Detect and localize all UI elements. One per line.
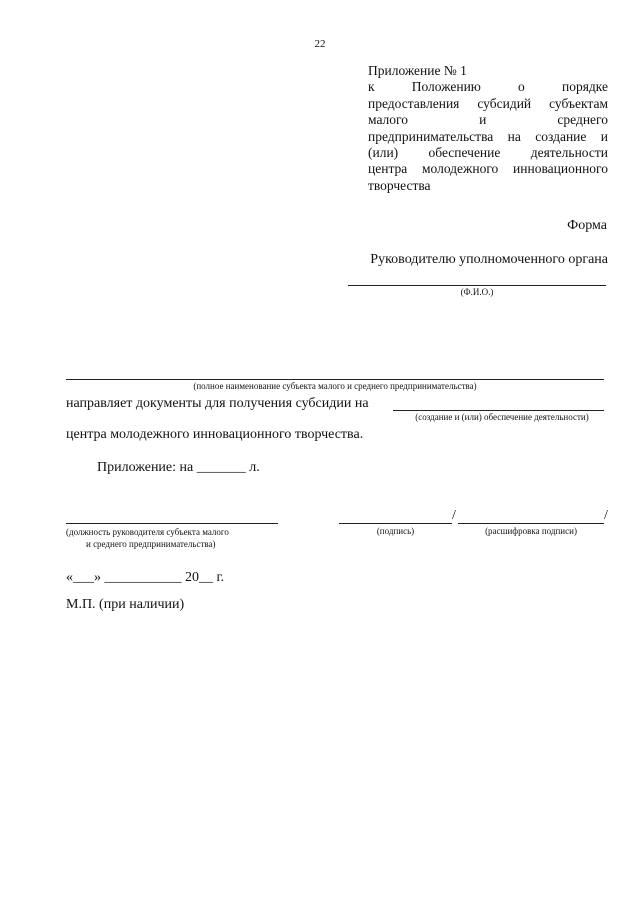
center-text: центра молодежного инновационного творчества. xyxy=(66,427,364,442)
appendix-line: центра молодежного инновационного xyxy=(368,161,608,177)
fio-line[interactable] xyxy=(348,285,606,286)
sends-documents-text: направляет документы для получения субсидии на xyxy=(66,396,369,411)
signature-slash-2: / xyxy=(604,508,608,523)
appendix-header xyxy=(368,63,608,194)
date-year-suffix: г. xyxy=(216,570,225,585)
appendix-line: творчества xyxy=(368,177,431,193)
appendix-line: к Положению о порядке xyxy=(368,79,608,95)
applicant-name-caption: (полное наименование субъекта малого и среднего предпринимательства) xyxy=(193,381,477,391)
attachment-line xyxy=(97,460,260,476)
addressee-title: Руководителю уполномоченного органа xyxy=(370,252,608,267)
date-year-prefix: 20 xyxy=(185,570,199,585)
appendix-line: предпринимательства на создание и xyxy=(368,128,608,144)
appendix-line: (или) обеспечение деятельности xyxy=(368,144,608,160)
fio-caption: (Ф.И.О.) xyxy=(460,287,494,297)
attachment-pages-blank[interactable]: _______ xyxy=(196,460,246,475)
purpose-line[interactable] xyxy=(393,410,604,411)
attachment-prefix: Приложение: на xyxy=(97,460,194,475)
signature-caption: (подпись) xyxy=(376,526,415,536)
appendix-title: Приложение № 1 xyxy=(368,63,467,78)
position-caption-line-1: (должность руководителя субъекта малого xyxy=(66,527,229,537)
purpose-caption: (создание и (или) обеспечение деятельности) xyxy=(415,412,589,422)
position-caption-line-2: и среднего предпринимательства) xyxy=(86,539,216,549)
position-caption xyxy=(66,526,278,550)
appendix-description xyxy=(368,79,608,194)
date-line xyxy=(66,570,224,586)
page-number: 22 xyxy=(314,38,326,50)
applicant-name-line[interactable] xyxy=(66,379,604,380)
signature-slash-1: / xyxy=(452,508,456,523)
signature-line[interactable] xyxy=(339,523,452,524)
seal-text: М.П. (при наличии) xyxy=(66,597,185,612)
signature-decode-caption: (расшифровка подписи) xyxy=(485,526,577,536)
date-day-blank[interactable]: ___ xyxy=(73,570,94,585)
attachment-suffix: л. xyxy=(249,460,260,475)
appendix-line: малого и среднего xyxy=(368,112,608,128)
date-year-blank[interactable]: __ xyxy=(199,570,213,585)
signature-decode-line[interactable] xyxy=(458,523,604,524)
date-close-quote: » xyxy=(94,570,101,585)
date-month-blank[interactable]: ___________ xyxy=(104,570,182,585)
form-label: Форма xyxy=(567,218,607,233)
date-open-quote: « xyxy=(66,570,73,585)
position-line[interactable] xyxy=(66,523,278,524)
appendix-line: предоставления субсидий субъектам xyxy=(368,95,608,111)
